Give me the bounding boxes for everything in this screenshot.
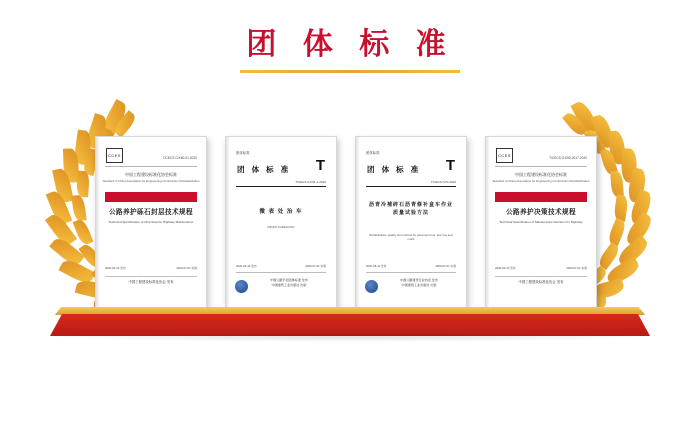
standard-code: T/CECS G:K60-01-2020 [162,156,197,160]
book-cover-4-inner [491,142,591,302]
effective-date: 2020-07-01 实施 [176,266,197,270]
book-cover-4 [485,136,597,308]
book-cover-2 [225,136,337,308]
standard-code: T/CECS G:K51-1-2020 [295,180,326,184]
book-title-en: Technical Specification of Chip Seal for Highway Maintenance [108,220,194,224]
organization-en: Standard of China Association for Engineering Construction Standardization [492,179,590,183]
issuer-line-1: 中国公路建设行业协会 发布 [400,278,438,282]
book-cover-3 [355,136,467,308]
issuer-line-2: 中国建筑工业出版社 出版 [401,282,437,287]
book-title-en: Technical Specification of Maintenance Decision for Highway [499,220,583,224]
standard-kind-label: 团体标准 [366,151,380,155]
standard-kind-large: 团 体 标 准 [367,165,421,174]
organization-cn: 中国工程建设标准化协会标准 [515,172,567,177]
book-covers-group [95,136,605,314]
divider [495,276,587,277]
publisher-seal-icon [365,280,378,293]
page-title: 团 体 标 准 [246,27,454,62]
standard-code: T/CECS G70-2020 [430,180,456,184]
divider [236,186,326,187]
book-title-cn: 沥青冷補碎石沥青修补盒车作业质量试验方法 [368,202,453,216]
book-dates [366,264,456,268]
issue-date: 2020-04-10 发布 [105,266,126,270]
issuer-line-1: 中国公路学会团体标准 发布 [270,278,308,282]
issuer-lines [251,278,327,288]
book-cover-1 [95,136,207,308]
book-title-cn: 微 表 处 治 车 [259,209,303,215]
divider [236,272,326,273]
red-banner [105,192,197,202]
organization-en: Standard of China Association for Engineering Construction Standardization [102,179,200,183]
cces-emblem-icon: CCES [496,148,513,163]
publisher-seal-icon [235,280,248,293]
issuer-lines [381,278,457,288]
cces-emblem-icon: CCES [106,148,123,163]
book-cover-2-inner [231,142,331,302]
divider [495,166,587,167]
effective-date: 2020-07-01 实施 [435,264,456,268]
book-dates [495,266,587,270]
podium-shadow [40,332,660,342]
issue-date: 2020-04-10 发布 [495,266,516,270]
divider [105,276,197,277]
book-dates [236,264,326,268]
issue-date: 2020-05-11 发布 [366,264,387,268]
publisher-line: 中国工程建设标准化协会 发布 [518,280,564,284]
effective-date: 2020-07-01 实施 [566,266,587,270]
issuer-line-2: 中国建筑工业出版社 出版 [271,282,307,287]
red-banner [495,192,587,202]
divider [366,186,456,187]
book-title-en: Rehabilitation quality test method for pavement bus, test ring and crack [369,233,453,241]
standard-kind-large: 团 体 标 准 [237,165,291,174]
book-title-en: MICRO SURFACING [267,225,295,229]
standard-code: T/CECS G:K50-2017-2020 [549,156,587,160]
book-cover-1-inner [101,142,201,302]
title-underline [240,70,460,73]
divider [105,166,197,167]
book-cover-3-inner [361,142,461,302]
book-title-cn: 公路养护砾石封层技术规程 [109,209,193,216]
book-title-cn: 公路养护决策技术规程 [506,209,576,216]
letter-t-mark: T [445,157,455,174]
organization-cn: 中国工程建设标准化协会标准 [125,172,177,177]
letter-t-mark: T [315,157,325,174]
publisher-line: 中国工程建设标准化协会 发布 [128,280,174,284]
page-title-block [0,27,700,73]
divider [366,272,456,273]
podium-top-surface [55,307,645,315]
issue-date: 2020-04-10 发布 [236,264,257,268]
effective-date: 2020-07-01 实施 [305,264,326,268]
standard-kind-label: 团体标准 [236,151,250,155]
book-dates [105,266,197,270]
